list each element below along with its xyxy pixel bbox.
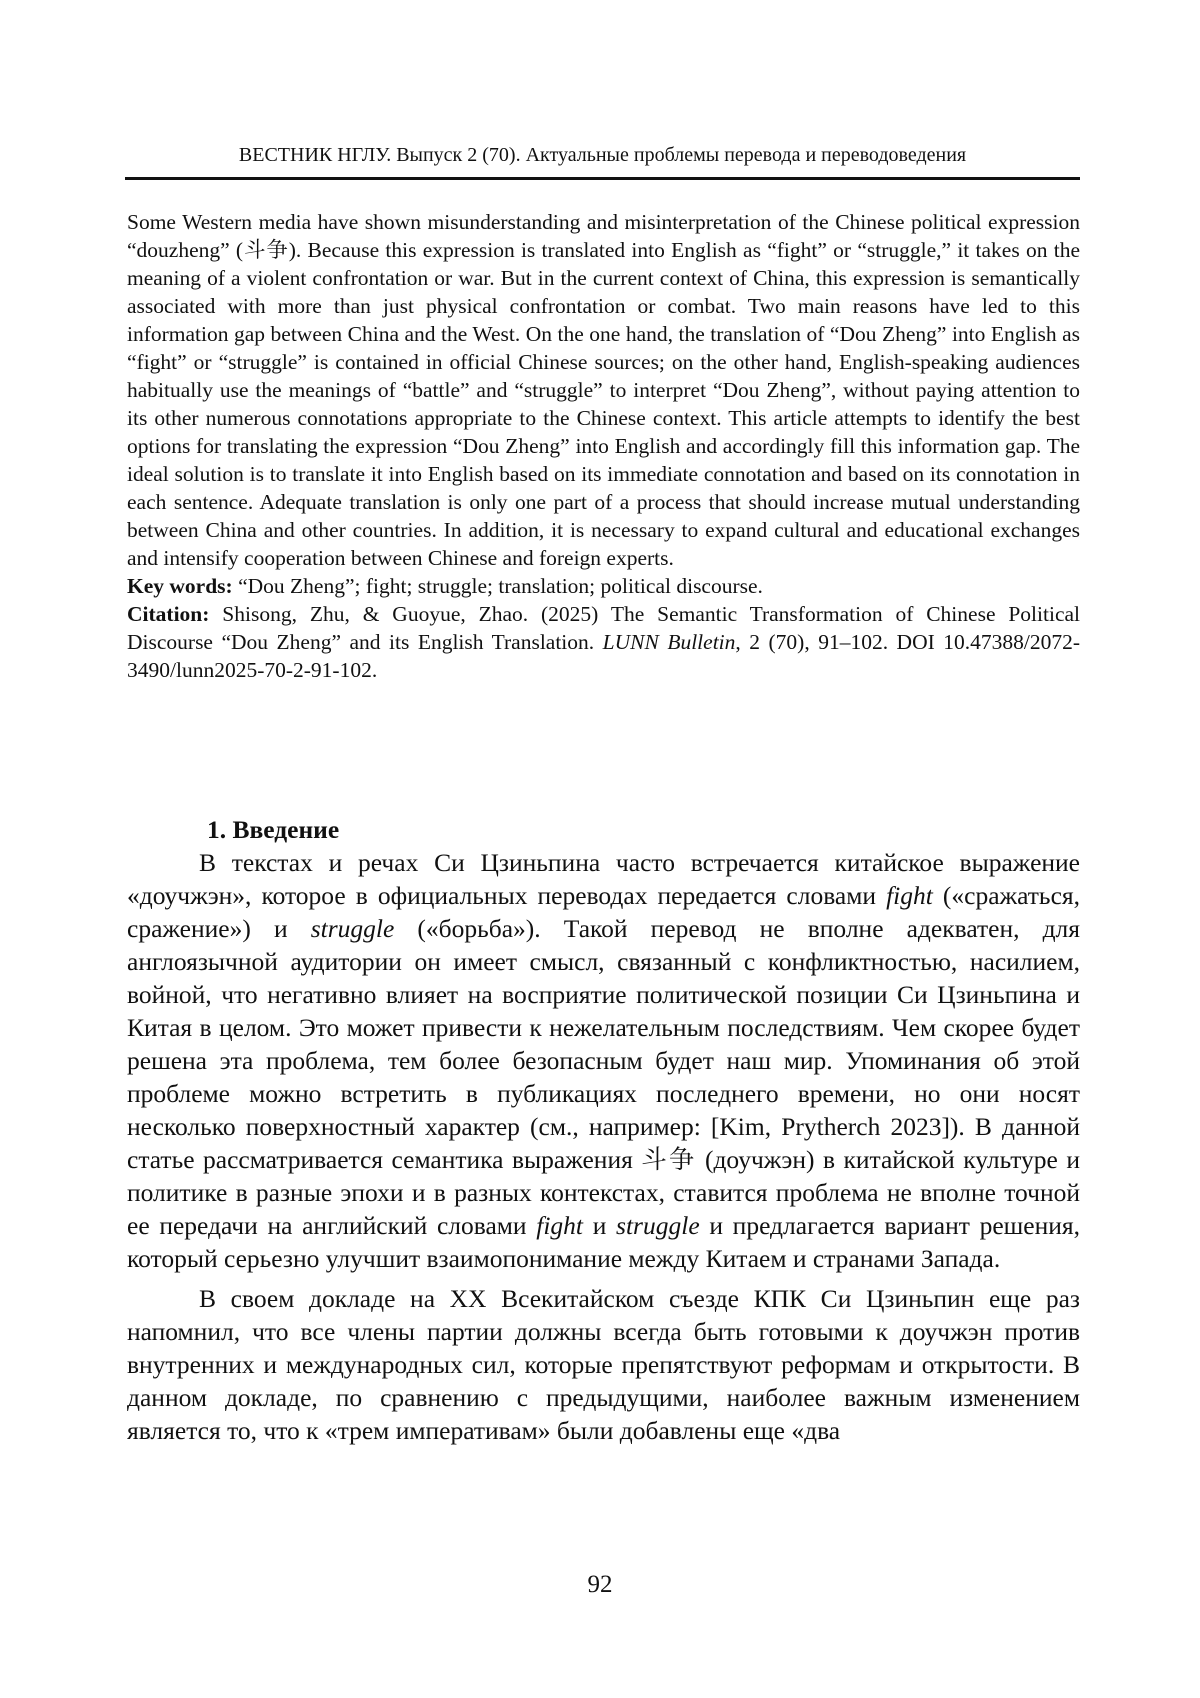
term-struggle: struggle (310, 914, 395, 943)
keywords-line (127, 572, 1080, 600)
keywords-label: Key words: (127, 574, 233, 598)
text-run: и предлагается вариант решения, который серьезно улучшит взаимопонимание между Китаем и странами Запада. (127, 1211, 1080, 1273)
keywords-text: “Dou Zheng”; fight; struggle; translation; political discourse. (238, 574, 763, 598)
citation-line (127, 600, 1080, 684)
running-header: ВЕСТНИК НГЛУ. Выпуск 2 (70). Актуальные проблемы перевода и переводоведения (238, 144, 967, 166)
section-heading: 1. Введение (207, 815, 340, 844)
citation-text: Shisong, Zhu, & Guoyue, Zhao. (2025) The Semantic Transformation of Chinese Political Discourse “Dou Zheng” and its English Translation. (127, 602, 1081, 654)
abstract-paragraph: Some Western media have shown misunderstanding and misinterpretation of the Chinese political expression “douzheng” (斗争). Because this expression is translated into English as “fight” or “struggle,” it takes on the meaning of a violent confrontation or war. But in the current context of China, this expression is semantically associated with more than just physical confrontation or combat. Two main reasons have led to this information gap between China and the West. On the one hand, the translation of “Dou Zheng” into English as “fight” or “struggle” is contained in official Chinese sources; on the other hand, English-speaking audiences habitually use the meanings of “battle” and “struggle” to interpret “Dou Zheng”, without paying attention to its other numerous connotations appropriate to the Chinese context. This article attempts to identify the best options for translating the expression “Dou Zheng” into English and accordingly fill this information gap. The ideal solution is to translate it into English based on its immediate connotation and based on its connotation in each sentence. Adequate translation is only one part of a process that should increase mutual understanding between China and other countries. In addition, it is necessary to expand cultural and educational exchanges and intensify cooperation between Chinese and foreign experts. (127, 210, 1080, 570)
header-rule (125, 177, 1080, 180)
citation-details: , 2 (70), 91–102. DOI 10.47388/2072-3490/lunn2025-70-2-91-102. (127, 630, 1081, 682)
citation-journal: LUNN Bulletin (602, 630, 736, 654)
term-struggle: struggle (616, 1211, 700, 1240)
intro-paragraph-2: В своем докладе на XX Всекитайском съезде КПК Си Цзиньпин еще раз напомнил, что все члены партии должны всегда быть готовыми к доучжэн против внутренних и международных сил, которые препятствуют реформам и открытости. В данном докладе, по сравнению с предыдущими, наиболее важным изменением является то, что к «трем императивам» были добавлены еще «два (127, 1284, 1080, 1445)
text-run: В текстах и речах Си Цзиньпина часто встречается китайское выражение «доучжэн», которое в официальных переводах передается словами (127, 848, 1080, 910)
page-number: 92 (587, 1571, 613, 1598)
text-run: («борьба»). Такой перевод не вполне адекватен, для англоязычной аудитории он имеет смысл, связанный с конфликтностью, насилием, войной, что негативно влияет на восприятие политической позиции Си Цзиньпина и Китая в целом. Это может привести к нежелательным последствиям. Чем скорее будет решена эта проблема, тем более безопасным будет наш мир. Упоминания об этой проблеме можно встретить в публикациях последнего времени, но они носят несколько поверхностный характер (см., например: [Kim, Prytherch 2023]). В данной статье рассматривается семантика выражения 斗争 (доучжэн) в китайской культуре и политике в разные эпохи и в разных контекстах, ставится проблема не вполне точной ее передачи на английский словами (127, 914, 1080, 1240)
introduction-section (127, 813, 1080, 1447)
intro-paragraph-1 (127, 846, 1080, 1275)
citation-label: Citation: (127, 602, 210, 626)
term-fight: fight (886, 881, 933, 910)
text-run: («сражаться, сражение») и (127, 881, 1080, 943)
text-run: и (583, 1211, 617, 1240)
term-fight: fight (536, 1211, 584, 1240)
abstract-section (127, 208, 1080, 684)
